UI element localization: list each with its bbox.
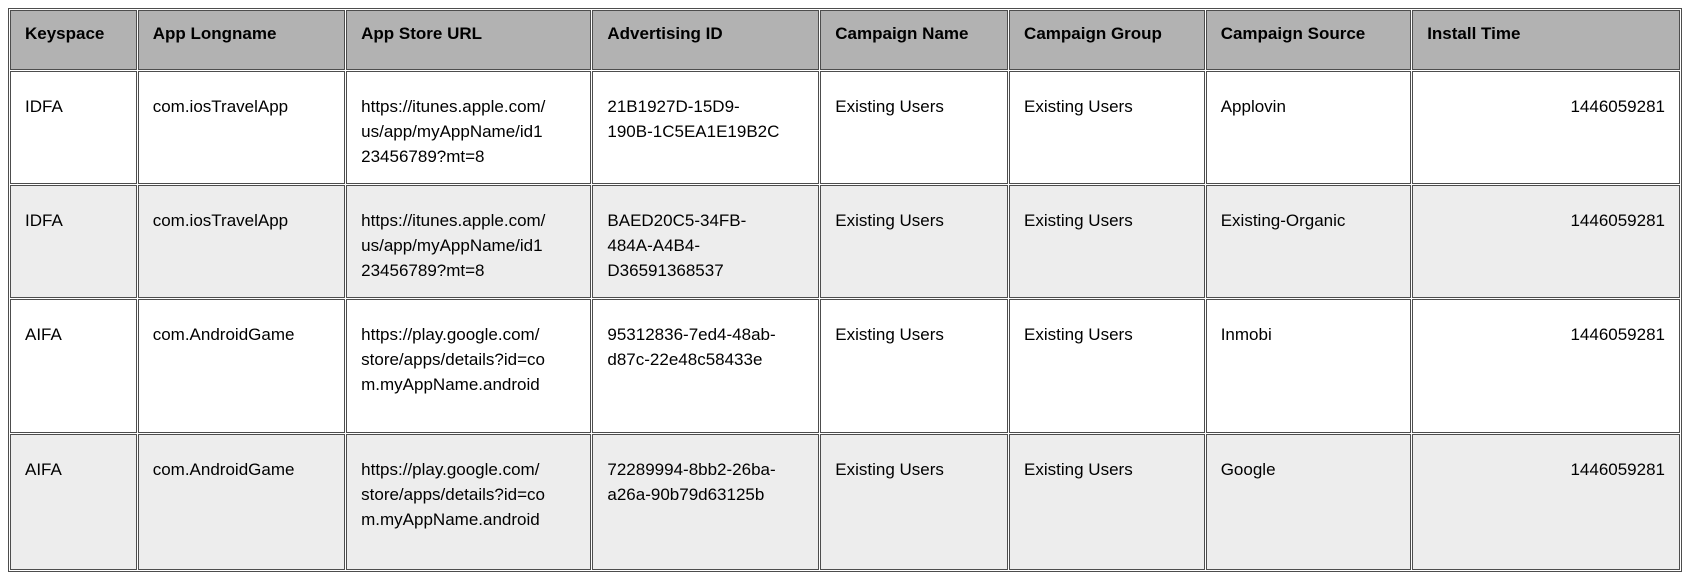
cell-install-time	[1412, 71, 1680, 184]
cell-campaign-name	[820, 434, 1008, 570]
column-header-campaign-source: Campaign Source	[1206, 10, 1412, 70]
campaign-source-value: Inmobi	[1220, 325, 1272, 344]
campaign-group-value: Existing Users	[1024, 325, 1133, 344]
campaign-group-value: Existing Users	[1024, 211, 1133, 230]
cell-campaign-group	[1009, 299, 1205, 433]
cell-app-longname	[138, 185, 345, 298]
column-header-install-time: Install Time	[1412, 10, 1680, 70]
app-longname-value: com.AndroidGame	[152, 325, 295, 344]
column-header-app-store-url: App Store URL	[346, 10, 591, 70]
app-longname-value: com.iosTravelApp	[152, 97, 289, 116]
install-time-value: 1446059281	[1570, 460, 1665, 479]
cell-keyspace	[10, 71, 137, 184]
advertising-id-value: 72289994-8bb2-26ba-a26a-90b79d63125b	[607, 460, 776, 504]
cell-keyspace	[10, 434, 137, 570]
advertising-id-value: BAED20C5-34FB-484A-A4B4-D36591368537	[607, 211, 747, 280]
install-time-value: 1446059281	[1570, 211, 1665, 230]
cell-keyspace	[10, 299, 137, 433]
column-header-keyspace: Keyspace	[10, 10, 137, 70]
advertising-id-value: 95312836-7ed4-48ab-d87c-22e48c58433e	[607, 325, 776, 369]
cell-campaign-group	[1009, 185, 1205, 298]
table-row	[10, 434, 1680, 570]
cell-install-time	[1412, 185, 1680, 298]
campaign-name-value: Existing Users	[835, 211, 944, 230]
cell-campaign-name	[820, 185, 1008, 298]
campaign-source-value: Existing-Organic	[1220, 211, 1346, 230]
app-store-url-value: https://itunes.apple.com/us/app/myAppName/id123456789?mt=8	[361, 97, 546, 166]
app-store-url-value: https://play.google.com/store/apps/details?id=com.myAppName.android	[361, 460, 545, 529]
install-time-value: 1446059281	[1570, 97, 1665, 116]
cell-app-longname	[138, 434, 345, 570]
header-row	[10, 10, 1680, 70]
campaign-name-value: Existing Users	[835, 460, 944, 479]
app-longname-value: com.AndroidGame	[152, 460, 295, 479]
campaign-source-value: Google	[1220, 460, 1276, 479]
advertising-id-value: 21B1927D-15D9-190B-1C5EA1E19B2C	[607, 97, 780, 141]
cell-campaign-group	[1009, 434, 1205, 570]
keyspace-value: AIFA	[25, 325, 62, 344]
cell-advertising-id	[592, 71, 819, 184]
column-header-app-longname: App Longname	[138, 10, 345, 70]
table-row	[10, 71, 1680, 184]
campaign-name-value: Existing Users	[835, 97, 944, 116]
cell-campaign-source	[1206, 434, 1412, 570]
cell-app-store-url	[346, 299, 591, 433]
app-store-url-value: https://play.google.com/store/apps/details?id=com.myAppName.android	[361, 325, 545, 394]
cell-campaign-group	[1009, 71, 1205, 184]
app-store-url-value: https://itunes.apple.com/us/app/myAppName/id123456789?mt=8	[361, 211, 546, 280]
column-header-campaign-name: Campaign Name	[820, 10, 1008, 70]
table-body	[10, 71, 1680, 570]
cell-campaign-source	[1206, 71, 1412, 184]
install-attribution-table	[8, 8, 1682, 572]
cell-install-time	[1412, 299, 1680, 433]
cell-keyspace	[10, 185, 137, 298]
install-time-value: 1446059281	[1570, 325, 1665, 344]
cell-app-longname	[138, 299, 345, 433]
cell-app-store-url	[346, 71, 591, 184]
campaign-name-value: Existing Users	[835, 325, 944, 344]
cell-app-longname	[138, 71, 345, 184]
cell-app-store-url	[346, 434, 591, 570]
cell-advertising-id	[592, 434, 819, 570]
keyspace-value: IDFA	[25, 97, 63, 116]
cell-advertising-id	[592, 299, 819, 433]
campaign-group-value: Existing Users	[1024, 460, 1133, 479]
cell-install-time	[1412, 434, 1680, 570]
table-row	[10, 299, 1680, 433]
cell-app-store-url	[346, 185, 591, 298]
cell-campaign-source	[1206, 299, 1412, 433]
campaign-group-value: Existing Users	[1024, 97, 1133, 116]
cell-advertising-id	[592, 185, 819, 298]
table-header	[10, 10, 1680, 70]
keyspace-value: IDFA	[25, 211, 63, 230]
cell-campaign-source	[1206, 185, 1412, 298]
column-header-advertising-id: Advertising ID	[592, 10, 819, 70]
app-longname-value: com.iosTravelApp	[152, 211, 289, 230]
table-row	[10, 185, 1680, 298]
keyspace-value: AIFA	[25, 460, 62, 479]
cell-campaign-name	[820, 299, 1008, 433]
campaign-source-value: Applovin	[1220, 97, 1286, 116]
column-header-campaign-group: Campaign Group	[1009, 10, 1205, 70]
cell-campaign-name	[820, 71, 1008, 184]
